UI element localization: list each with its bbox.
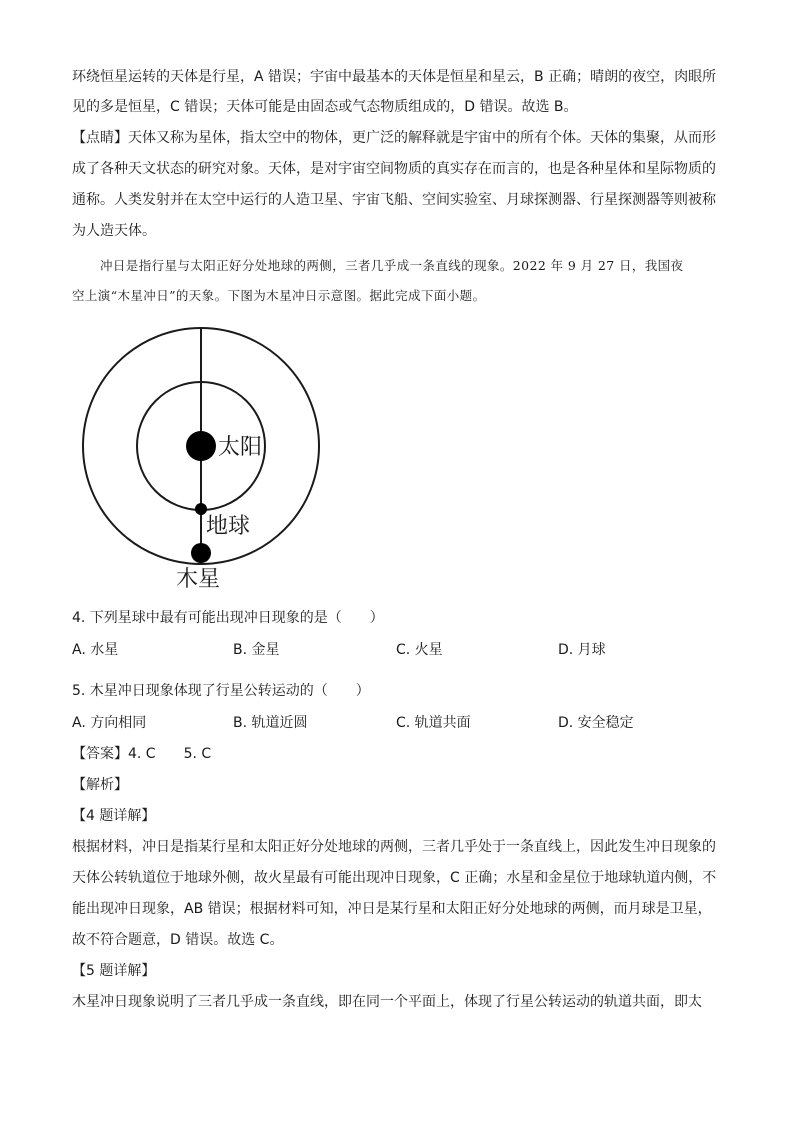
material-line-1: 冲日是指行星与太阳正好分处地球的两侧，三者几乎成一条直线的现象。2022 年 9 月 27 日，我国夜 <box>100 258 684 273</box>
q4-option-b: B. 金星 <box>233 642 280 658</box>
sun-label: 太阳 <box>218 435 263 460</box>
dianjing-line-3: 通称。人类发射并在太空中运行的人造卫星、宇宙飞船、空间实验室、月球探测器、行星探测器等则被称 <box>72 192 716 208</box>
q5-stem: 5. 木星冲日现象体现了行星公转运动的（ ） <box>72 683 370 699</box>
answer-line <box>72 744 722 764</box>
dianjing-line-4: 为人造天体。 <box>72 223 156 239</box>
q5-option-b: B. 轨道近圆 <box>233 715 308 731</box>
opposition-diagram <box>70 318 350 596</box>
dianjing-text-1: 天体又称为星体，指太空中的物体，更广泛的解释就是宇宙中的所有个体。天体的集聚，从而形 <box>128 130 716 146</box>
answer-text: 4. C 5. C <box>128 746 212 762</box>
dianjing-label: 【点睛】 <box>72 130 128 146</box>
jupiter-label: 木星 <box>176 567 221 592</box>
earth-label: 地球 <box>206 514 251 539</box>
detail4-line-2: 天体公转轨道位于地球外侧，故火星最有可能出现冲日现象，C 正确；水星和金星位于地球轨道内侧，不 <box>72 870 717 886</box>
q4-option-a: A. 水星 <box>72 642 119 658</box>
detail4-line-3: 能出现冲日现象，AB 错误；根据材料可知，冲日是某行星和太阳正好分处地球的两侧，而月球是卫星， <box>72 901 712 917</box>
q5-option-a: A. 方向相同 <box>72 715 147 731</box>
jupiter-icon <box>191 543 211 563</box>
detail5-line-1: 木星冲日现象说明了三者几乎成一条直线，即在同一个平面上，体现了行星公转运动的轨道共面，即太 <box>72 994 702 1010</box>
dianjing-line-2: 成了各种天文状态的研究对象。天体，是对宇宙空间物质的真实存在而言的，也是各种星体和星际物质的 <box>72 161 716 177</box>
detail5-label: 【5 题详解】 <box>72 963 156 979</box>
analysis-line-1: 环绕恒星运转的天体是行星，A 错误；宇宙中最基本的天体是恒星和星云，B 正确；晴朗的夜空，肉眼所 <box>72 69 717 85</box>
q5-option-d: D. 安全稳定 <box>558 715 634 731</box>
analysis-line-2: 见的多是恒星，C 错误；天体可能是由固态或气态物质组成的，D 错误。故选 B。 <box>72 99 578 115</box>
jiexi-label: 【解析】 <box>72 777 128 793</box>
q5-option-c: C. 轨道共面 <box>396 715 471 731</box>
q4-stem: 4. 下列星球中最有可能出现冲日现象的是（ ） <box>72 610 384 626</box>
detail4-line-1: 根据材料，冲日是指某行星和太阳正好分处地球的两侧，三者几乎处于一条直线上，因此发生冲日现象的 <box>72 839 716 855</box>
q4-option-d: D. 月球 <box>558 642 606 658</box>
dianjing-line-1 <box>72 128 722 148</box>
material-line-2: 空上演“木星冲日”的天象。下图为木星冲日示意图。据此完成下面小题。 <box>72 288 486 303</box>
q4-option-c: C. 火星 <box>396 642 443 658</box>
detail4-label: 【4 题详解】 <box>72 808 156 824</box>
detail4-line-4: 故不符合题意，D 错误。故选 C。 <box>72 932 284 948</box>
answer-label: 【答案】 <box>72 746 128 762</box>
sun-icon <box>186 431 216 461</box>
